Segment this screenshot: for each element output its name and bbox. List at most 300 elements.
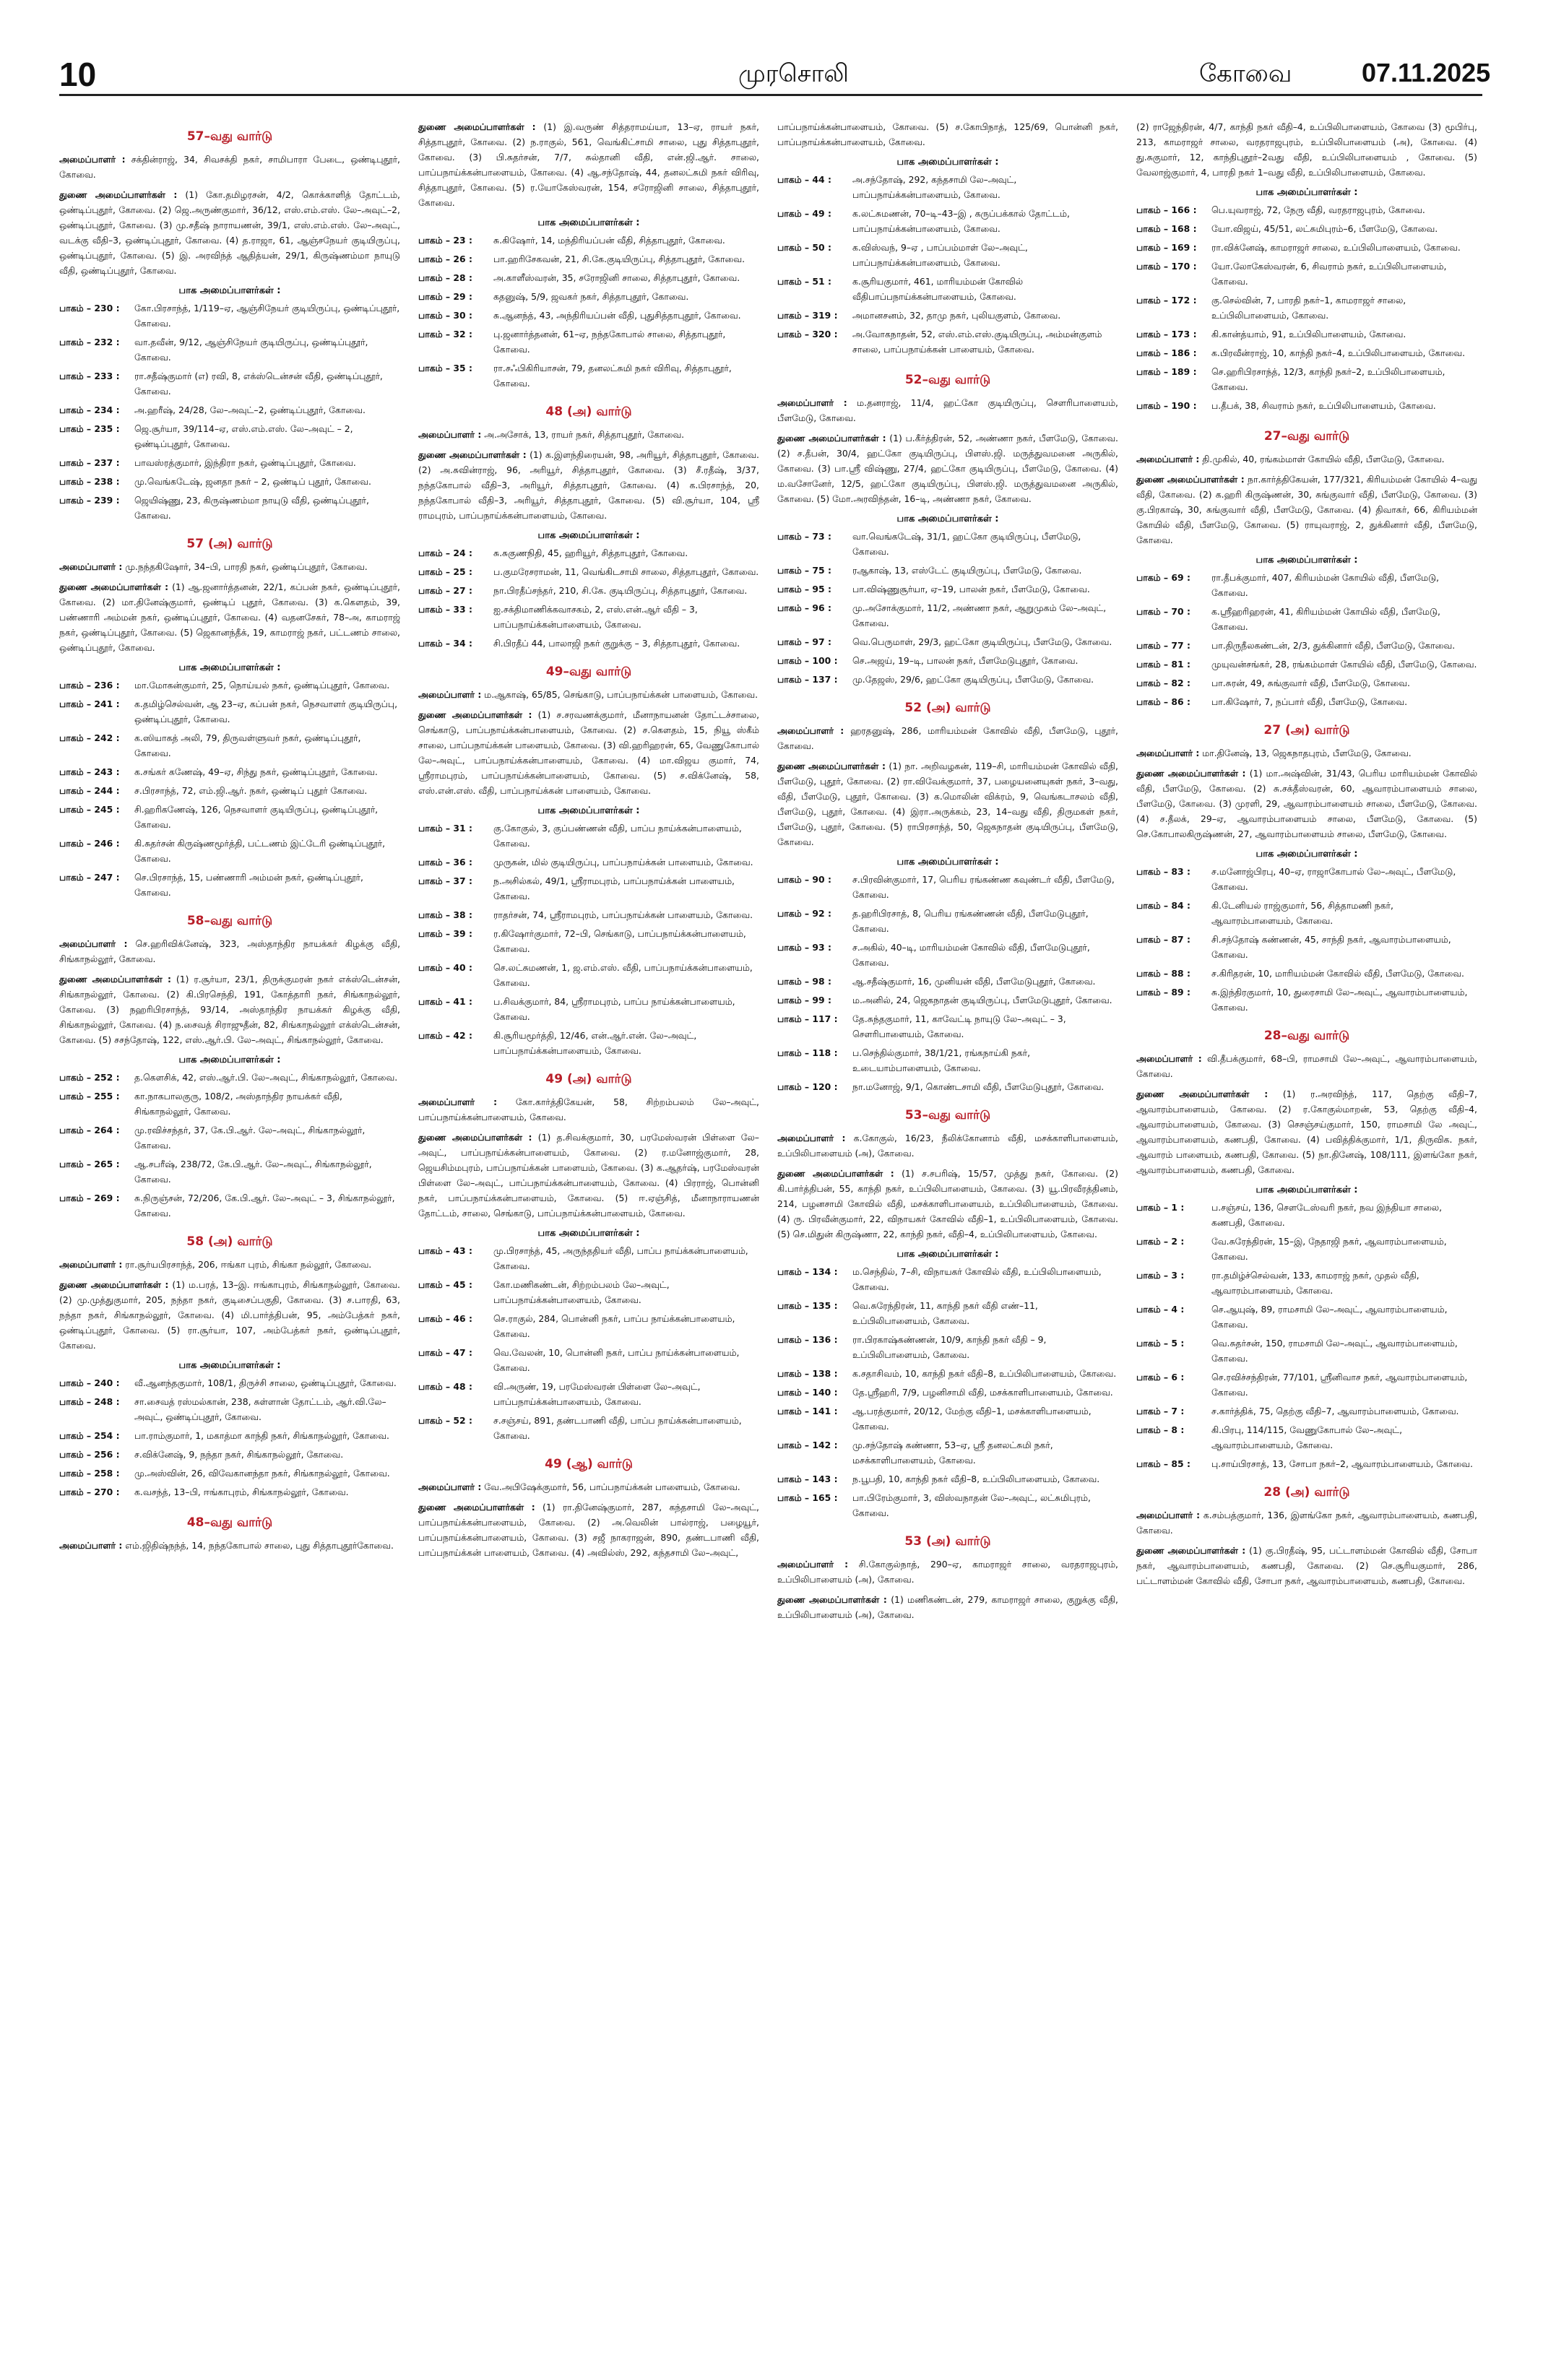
booth-organizer: வா.வெங்கடேஷ், 31/1, ஹட்கோ குடியிருப்பு, பீளமேடு, கோவை. [852, 531, 1081, 557]
organizer-paragraph [1136, 1051, 1477, 1081]
booth-row [418, 821, 759, 851]
organizer-paragraph [418, 1479, 759, 1494]
booth-number: பாகம் – 100 : [777, 655, 838, 666]
booth-organizer: க.சதாசிவம், 10, காந்தி நகர் வீதி–8, உப்பிலிபாளையம், கோவை. [852, 1368, 1117, 1379]
booth-organizer: ச.கார்த்திக், 75, தெற்கு வீதி–7, ஆவாரம்பாளையம், கோவை. [1211, 1406, 1459, 1416]
booth-number: பாகம் – 52 : [418, 1415, 472, 1426]
booth-number: பாகம் – 27 : [418, 585, 472, 596]
booth-organizer: மு.ரவிச்சந்தர், 37, கே.பி.ஆர். லே–அவுட், சிங்காநல்லூர், கோவை. [134, 1125, 366, 1151]
member-details: செ.ஹரிவிக்னேஷ், 323, அஸ்தாந்திர நாயக்கர் கிழக்கு வீதி, சிங்காநல்லூர், கோவை. [59, 938, 400, 964]
booth-row [59, 764, 400, 779]
booth-organizer: ஐ.சக்திமாணிக்கவாசகம், 2, எஸ்.என்.ஆர் வீதி – 3, பாப்பநாய்க்கன்பாளையம், கோவை. [493, 604, 698, 630]
ward-heading: 48 (அ) வார்டு [545, 404, 632, 419]
member-details: ம.தனராஜ், 11/4, ஹட்கோ குடியிருப்பு, சௌரிபாளையம், பீளமேடு, கோவை. [777, 397, 1118, 423]
booth-number: பாகம் – 190 : [1136, 400, 1197, 411]
booth-number: பாகம் – 89 : [1136, 987, 1190, 998]
booth-organizer: ம.செந்தில், 7–சி, விநாயகர் கோவில் வீதி, உப்பிலிபாளையம், கோவை. [852, 1266, 1102, 1292]
booth-organizer: அ.காளீஸ்வரன், 35, சரோஜினி சாலை, சித்தாபுதூர், கோவை. [493, 272, 740, 283]
booth-organizer: க.ஸியாகத் அலி, 79, திருவள்ளுவர் நகர், ஒண்டிப்புதூர், கோவை. [134, 732, 361, 758]
booth-row [1136, 1403, 1477, 1419]
booth-number: பாகம் – 244 : [59, 785, 120, 796]
booth-row [418, 1311, 759, 1341]
booth-organizer: பெ.யுவராஜ், 72, நேரு வீதி, வரதராஜபுரம், கோவை. [1211, 204, 1425, 215]
booth-row [1136, 932, 1477, 962]
booth-organizers-heading: பாக அமைப்பாளர்கள் : [1255, 1185, 1358, 1195]
booth-row [1136, 985, 1477, 1015]
booth-organizer: வீ.ஆனந்தகுமார், 108/1, திருச்சி சாலை, ஒண்டிப்புதூர், கோவை. [134, 1377, 397, 1388]
booth-number: பாகம் – 234 : [59, 404, 120, 415]
booth-row [777, 1490, 1118, 1520]
organizer-paragraph [418, 1094, 759, 1125]
booth-organizers-heading: பாக அமைப்பாளர்கள் : [178, 1055, 281, 1065]
booth-organizer: மு.அஸ்வின், 26, விவேகானந்தா நகர், சிங்காநல்லூர், கோவை. [134, 1468, 390, 1479]
booth-list [59, 300, 400, 523]
ward-heading: 49–வது வார்டு [545, 665, 632, 679]
booth-number: பாகம் – 6 : [1136, 1372, 1185, 1382]
booth-row [777, 1366, 1118, 1381]
booth-organizer: ந.அசில்கல், 49/1, ஸ்ரீராமபுரம், பாப்பநாய்க்கன் பாளையம், கோவை. [493, 875, 735, 901]
booth-organizer: பு.ஜனார்த்தனன், 61–ஏ, நந்தகோபால் சாலை, சித்தாபுதூர், கோவை. [493, 329, 726, 355]
booth-row [777, 906, 1118, 936]
column-1 [59, 119, 400, 2358]
booth-number: பாகம் – 256 : [59, 1449, 120, 1460]
organizer-paragraph [59, 559, 400, 574]
booth-organizer: கோ.பிரசாந்த், 1/119–ஏ, ஆஞ்சிநேயர் குடியிருப்பு, ஒண்டிப்புதூர், கோவை. [134, 303, 400, 329]
member-details: (1) க.இளந்திரையன், 98, அரியூர், சித்தாபுதூர், கோவை. (2) அ.சுவின்ராஜ், 96, அரியூர், சித்தாபுதூர், கோவை. (3) சீ.ரதீஷ், 3/37, நந்தகோபால் வீதி–3, அரியூர், சித்தாபுதூர், கோவை. (4) க.பிரசாந்த், 20, நந்தகோபால் வீதி–3, அரியூர், சித்தாபுதூர், கோவை. (5) வி.சூர்யா, 104, ஸ்ரீ ராமபுரம், பாப்பநாய்க்கன்பாளையம், கோவை. [418, 449, 759, 521]
booth-organizer: பு.சாய்பிரசாத், 13, சோபா நகர்–2, ஆவாரம்பாளையம், கோவை. [1211, 1458, 1473, 1469]
role-label: துணை அமைப்பாளர்கள் : [777, 433, 886, 443]
member-details: (1) கோ.தமிழரசன், 4/2, கொக்காளித் தோட்டம், ஒண்டிப்புதூர், கோவை. (2) ஜெ.அருண்குமார், 36/12, எஸ்.எம்.எஸ். லே–அவுட்–2, ஒண்டிப்புதூர், கோவை. (3) மு.சதீஷ் நாராயணன், 39/1, எஸ்.எம்.எஸ். லே–அவுட், வடக்கு வீதி–3, ஒண்டிப்புதூர், கோவை. (4) த.ராஜா, 61, ஆஞ்சநேயர் குடியிருப்பு, ஒண்டிப்புதூர், கோவை. (5) இ. அரவிந்த் ஆதித்யன், 29/1, கிருஷ்ணம்மா நாயுடு வீதி, ஒண்டிப்புதூர், கோவை. [59, 189, 400, 276]
booth-organizer: ப.சஞ்சய், 136, செளடேஸ்வரி நகர், நவ இந்தியா சாலை, கணபதி, கோவை. [1211, 1202, 1443, 1228]
booth-row [777, 974, 1118, 989]
booth-number: பாகம் – 8 : [1136, 1424, 1185, 1435]
booth-number: பாகம் – 235 : [59, 423, 120, 434]
booth-organizers-heading: பாக அமைப்பாளர்கள் : [178, 1360, 281, 1371]
booth-number: பாகம் – 232 : [59, 337, 120, 347]
booth-organizer: பா.கிஷோர், 7, நப்பார் வீதி, பீளமேடு, கோவை. [1211, 696, 1408, 707]
booth-row [59, 1122, 400, 1153]
booth-list [1136, 570, 1477, 709]
organizer-paragraph [418, 687, 759, 702]
booth-number: பாகம் – 248 : [59, 1396, 120, 1407]
booth-number: பாகம் – 118 : [777, 1047, 838, 1058]
booth-row [1136, 657, 1477, 672]
booth-organizer: த.கௌசிக், 42, எஸ்.ஆர்.பி. லே–அவுட், சிங்காநல்லூர், கோவை. [134, 1072, 398, 1083]
booth-organizer: ரா.தீபக்குமார், 407, கிரியம்மன் கோயில் வீதி, பீளமேடு, கோவை. [1211, 572, 1440, 598]
booth-row [418, 308, 759, 323]
booth-organizer: சா.சைவத் ரஸ்மல்கான், 238, சுள்ளான் தோட்டம், ஆர்.வி.லே– அவுட், ஒண்டிப்புதூர், கோவை. [134, 1396, 386, 1422]
booth-number: பாகம் – 84 : [1136, 900, 1190, 911]
booth-row [59, 421, 400, 451]
booth-organizer: செ.ஆயுஷ், 89, ராமசாமி லே–அவுட், ஆவாரம்பாளையம், கோவை. [1211, 1304, 1448, 1330]
booth-number: பாகம் – 42 : [418, 1030, 472, 1041]
organizer-paragraph [1136, 119, 1477, 180]
ward-heading: 57 (அ) வார்டு [186, 537, 273, 551]
booth-organizer: சி.ஹரிகணேஷ், 126, நெசவாளர் குடியிருப்பு, ஒண்டிப்புதூர், கோவை. [134, 804, 379, 830]
role-label: துணை அமைப்பாளர்கள் : [59, 1279, 169, 1290]
role-label: அமைப்பாளர் : [418, 429, 482, 440]
booth-row [59, 1089, 400, 1119]
ward-heading: 48–வது வார்டு [186, 1515, 273, 1530]
booth-number: பாகம் – 88 : [1136, 968, 1190, 979]
booth-organizer: சி.பிரதீப் 44, பாலாஜி நகர் குறுக்கு – 3, சித்தாபுதூர், கோவை. [493, 638, 740, 649]
booth-number: பாகம் – 73 : [777, 531, 831, 542]
booth-row [418, 545, 759, 561]
booth-number: பாகம் – 98 : [777, 976, 831, 987]
organizer-paragraph [59, 936, 400, 966]
member-details: சக்தின்ராஜ், 34, சிவசக்தி நகர், சாமிபாரா பேடை, ஒண்டிபுதூர், கோவை. [59, 154, 400, 180]
role-label: அமைப்பாளர் : [1136, 454, 1200, 464]
booth-organizer: கி.சூரியமூர்த்தி, 12/46, என்.ஆர்.என். லே–அவுட், பாப்பநாய்க்கன்பாளையம், கோவை. [493, 1030, 697, 1056]
booth-row [418, 854, 759, 870]
booth-organizer: ரா.விக்னேஷ், காமராஜர் சாலை, உப்பிலிபாளையம், கோவை. [1211, 242, 1461, 253]
ward-heading: 52–வது வார்டு [904, 373, 991, 387]
booth-number: பாகம் – 37 : [418, 875, 472, 886]
organizer-paragraph [1136, 472, 1477, 548]
booth-organizer: செ.ஹரிபிரசாந்த், 12/3, காந்தி நகர்–2, உப்பிலிபாளையம், கோவை. [1211, 366, 1445, 392]
booth-organizer: பா.பிரேம்குமார், 3, விஸ்வநாதன் லே–அவுட், லட்சுமிபுரம், கோவை. [852, 1492, 1091, 1518]
booth-number: பாகம் – 242 : [59, 732, 120, 743]
booth-organizer: தே.சுந்தகுமார், 11, காவேட்டி நாயுடு லே–அவுட் – 3, சௌரிபாளையம், கோவை. [852, 1013, 1066, 1039]
booth-number: பாகம் – 247 : [59, 872, 120, 883]
member-details: சி.கோகுல்நாத், 290–ஏ, காமராஜர் சாலை, வரதராஜபுரம், உப்பிலிபாளையம் (அ), கோவை. [777, 1559, 1118, 1585]
booth-organizer: யோ.லோகேஸ்வரன், 6, சிவராம் நகர், உப்பிலிபாளையம், கோவை. [1211, 261, 1447, 287]
booth-row [777, 529, 1118, 559]
booth-organizer: முருகன், மில் குடியிருப்பு, பாப்பநாய்க்கன் பாளையம், கோவை. [493, 857, 753, 867]
booth-organizer: சு.நிருஞ்சன், 72/206, கே.பி.ஆர். லே–அவுட் – 3, சிங்காநல்லூர், கோவை. [134, 1193, 395, 1219]
booth-organizers-heading: பாக அமைப்பாளர்கள் : [178, 285, 281, 296]
booth-row [418, 583, 759, 598]
booth-row [777, 240, 1118, 270]
booth-organizer: பாவஸ்ரத்குமார், இந்திரா நகர், ஒண்டிப்புதூர், கோவை. [134, 457, 356, 468]
ward-heading: 28 (அ) வார்டு [1263, 1485, 1350, 1500]
booth-number: பாகம் – 95 : [777, 584, 831, 594]
booth-row [418, 289, 759, 304]
masthead [0, 0, 1543, 108]
booth-row [59, 1428, 400, 1443]
member-details: அ.அசோக், 13, ராயர் நகர், சித்தாபுதூர், கோவை. [481, 429, 685, 440]
organizer-paragraph [59, 579, 400, 655]
booth-number: பாகம் – 270 : [59, 1487, 120, 1497]
member-details: ரா.சூர்யபிரசாந்த், 206, ஈங்கா புரம், சிங்கா நல்லூர், கோவை. [122, 1259, 372, 1270]
booth-row [418, 326, 759, 357]
role-label: துணை அமைப்பாளர்கள் : [777, 1594, 887, 1605]
booth-organizer: வெ.சுரேந்திரன், 11, காந்தி நகர் வீதி எண்–11, உப்பிலிபாளையம், கோவை. [852, 1300, 1038, 1326]
booth-list [59, 1070, 400, 1221]
booth-row [1136, 326, 1477, 342]
booth-row [418, 1277, 759, 1307]
booth-organizer: க.தமிழ்செல்வன், ஆ 23–ஏ, கப்பன் நகர், நெசவாளர் குடியிருப்பு, ஒண்டிப்புதூர், கோவை. [134, 698, 398, 724]
edition-name: கோவை [1199, 59, 1292, 88]
booth-row [59, 783, 400, 798]
booth-number: பாகம் – 269 : [59, 1193, 120, 1203]
booth-number: பாகம் – 173 : [1136, 329, 1197, 339]
role-label: அமைப்பாளர் : [59, 1259, 123, 1270]
booth-list [418, 1243, 759, 1443]
booth-row [777, 1385, 1118, 1400]
ward-heading: 58–வது வார்டு [186, 914, 273, 928]
booth-number: பாகம் – 7 : [1136, 1406, 1185, 1416]
booth-organizer: செ.ராகுல், 284, பொன்னி நகர், பாப்ப நாய்க்கன்பாளையம், கோவை. [493, 1313, 735, 1339]
booth-number: பாகம் – 45 : [418, 1279, 472, 1290]
booth-row [1136, 1336, 1477, 1366]
booth-row [777, 1403, 1118, 1434]
booth-number: பாகம் – 47 : [418, 1347, 472, 1358]
booth-row [1136, 345, 1477, 360]
booth-organizer: மு.அசோக்குமார், 11/2, அண்ணா நகர், ஆறுமுகம் லே–அவுட், கோவை. [852, 602, 1107, 628]
booth-number: பாகம் – 4 : [1136, 1304, 1185, 1315]
booth-row [777, 653, 1118, 668]
role-label: துணை அமைப்பாளர்கள் : [1136, 768, 1246, 779]
role-label: அமைப்பாளர் : [418, 1096, 498, 1107]
booth-organizer: க.வசந்த், 13–பி, ஈங்காபுரம், சிங்காநல்லூர், கோவை. [134, 1487, 349, 1497]
booth-list [59, 1375, 400, 1500]
booth-organizer: மு.பிரசாந்த், 45, அருந்ததியர் வீதி, பாப்ப நாய்க்கன்பாளையம், கோவை. [493, 1245, 748, 1271]
booth-row [777, 308, 1118, 323]
member-details: வே.அபிஷேக்குமார், 56, பாப்பநாய்க்கன் பாளையம், கோவை. [481, 1481, 740, 1492]
booth-number: பாகம் – 186 : [1136, 347, 1197, 358]
booth-row [777, 634, 1118, 649]
booth-row [418, 1243, 759, 1273]
ward-heading: 27 (அ) வார்டு [1263, 723, 1350, 737]
booth-row [59, 1394, 400, 1424]
booth-organizers-heading: பாக அமைப்பாளர்கள் : [896, 157, 999, 168]
booth-organizer: ச.மனோஜ்பிரபு, 40–ஏ, ராஜாகோபால் லே–அவுட், பீளமேடு, கோவை. [1211, 866, 1456, 892]
role-label: அமைப்பாளர் : [1136, 1053, 1202, 1064]
booth-organizer: ஆ.சபரீஷ், 238/72, கே.பி.ஆர். லே–அவுட், சிங்காநல்லூர், கோவை. [134, 1159, 372, 1185]
booth-row [418, 270, 759, 285]
booth-row [777, 1045, 1118, 1076]
booth-number: பாகம் – 33 : [418, 604, 472, 615]
booth-row [777, 1298, 1118, 1328]
booth-organizer: அ.வோகநாதன், 52, எஸ்.எம்.எஸ்.குடியிருப்பு, அம்மன்குளம் சாலை, பாப்பநாய்க்கன் பாளையம், கோவை. [852, 329, 1102, 355]
organizer-paragraph [1136, 1543, 1477, 1588]
publication-date: 07.11.2025 [1362, 58, 1491, 87]
booth-organizer: ரா.பிரகாஷ்கண்ணன், 10/9, காந்தி நகர் வீதி – 9, உப்பிலிபாளையம், கோவை. [852, 1334, 1047, 1360]
organizer-paragraph [777, 430, 1118, 506]
booth-organizer: ம.அனில், 24, ஜெகநாதன் குடியிருப்பு, பீளமேடுபுதூர், கோவை. [852, 995, 1112, 1005]
booth-row [418, 873, 759, 904]
role-label: துணை அமைப்பாளர்கள் : [777, 761, 886, 771]
booth-organizer: செ.லட்சுமணன், 1, ஜ.எம்.எஸ். வீதி, பாப்பநாய்க்கன்பாளையம், கோவை. [493, 962, 753, 988]
organizer-paragraph [59, 1257, 400, 1272]
booth-row [59, 1447, 400, 1462]
booth-organizer: அ.ஹரீஷ், 24/28, லே–அவுட்–2, ஒண்டிப்புதூர், கோவை. [134, 404, 366, 415]
booth-organizer: சு.சுகுணநிதி, 45, ஹரியூர், சித்தாபுதூர், கோவை. [493, 548, 688, 558]
booth-number: பாகம் – 142 : [777, 1440, 838, 1450]
organizer-paragraph [777, 395, 1118, 425]
booth-row [1136, 966, 1477, 981]
role-label: துணை அமைப்பாளர்கள் : [777, 1168, 894, 1179]
organizer-paragraph [59, 972, 400, 1047]
booth-row [418, 251, 759, 267]
booth-number: பாகம் – 31 : [418, 823, 472, 834]
booth-row [777, 1264, 1118, 1294]
booth-organizers-heading: பாக அமைப்பாளர்கள் : [537, 217, 640, 228]
booth-number: பாகம் – 230 : [59, 303, 120, 313]
booth-row [777, 326, 1118, 357]
booth-organizer: ரா.தமிழ்ச்செல்வன், 133, காமராஜ் நகர், முதல் வீதி, ஆவாரம்பாளையம், கோவை. [1211, 1270, 1419, 1296]
booth-organizer: பா.திருநீலகண்டன், 2/3, துக்கினார் வீதி, பீளமேடு, கோவை. [1211, 640, 1456, 651]
booth-number: பாகம் – 99 : [777, 995, 831, 1005]
booth-organizer: நா.பிரதீப்சந்தர், 210, சி.கே. குடியிருப்பு, சித்தாபுதூர், கோவை. [493, 585, 748, 596]
member-details: (1) இ.வருண் சித்தராமய்யா, 13–ஏ, ராயர் நகர், சித்தாபுதூர், கோவை. (2) ந.ராகுல், 561, வெங்கிட்சாமி சாலை, புது சித்தாபுதூர், கோவை. (3) பி.சுதர்சன், 7/7, சுல்தானி வீதி, என்.ஜி.ஆர். சாலை, பாப்பநாய்க்கன்பாளையம், கோவை. (4) ஆ.சந்தோஷ், 44, தனலட்சுமி நகர் விரிவு, சித்தாபுதூர், கோவை. (5) ர.யோகேஸ்வரன், 154, சரோஜினி சாலை, சித்தாபுதூர், கோவை. [418, 121, 759, 208]
booth-organizer: கோ.மணிகண்டன், சிற்றம்பலம் லே–அவுட், பாப்பநாய்க்கன்பாளையம், கோவை. [493, 1279, 670, 1305]
booth-organizer: பா.ஹரிசேகவன், 21, சி.கே.குடியிருப்பு, சித்தாபுதூர், கோவை. [493, 254, 745, 264]
booth-organizer: க.பிரவீன்ராஜ், 10, காந்தி நகர்–4, உப்பிலிபாளையம், கோவை. [1211, 347, 1466, 358]
booth-row [59, 1070, 400, 1085]
booth-organizer: அ.சந்தோஷ், 292, கந்தசாமி லே–அவுட், பாப்பநாய்க்கன்பாளையம், கோவை. [852, 174, 1017, 200]
booth-organizers-heading: பாக அமைப்பாளர்கள் : [896, 514, 999, 524]
organizer-paragraph [777, 119, 1118, 150]
booth-organizer: க.லட்சுமணன், 70–டி–43–இ , கருப்பக்கால் தோட்டம், பாப்பநாய்க்கன்பாளையம், கோவை. [852, 208, 1070, 234]
booth-row [418, 360, 759, 391]
booth-number: பாகம் – 238 : [59, 476, 120, 487]
booth-organizer: செ.ரவிச்சந்திரன், 77/101, ஸ்ரீனிவாச நகர், ஆவாரம்பாளையம், கோவை. [1211, 1372, 1468, 1398]
booth-organizer: ப.சிவக்குமார், 84, ஸ்ரீராமபுரம், பாப்ப நாய்க்கன்பாளையம், கோவை. [493, 996, 735, 1022]
role-label: அமைப்பாளர் : [1136, 1510, 1201, 1520]
booth-organizer: யோ.விஜய், 45/51, லட்சுமிபுரம்–6, பீளமேடு, கோவை. [1211, 223, 1438, 234]
booth-row [777, 1011, 1118, 1042]
booth-organizers-heading: பாக அமைப்பாளர்கள் : [896, 1249, 999, 1260]
booth-row [59, 1156, 400, 1187]
booth-number: பாகம் – 44 : [777, 174, 831, 185]
booth-number: பாகம் – 165 : [777, 1492, 838, 1503]
booth-row [1136, 694, 1477, 709]
organizer-paragraph [418, 1130, 759, 1221]
booth-list [777, 529, 1118, 687]
booth-row [418, 564, 759, 579]
member-details: தி.முகில், 40, ரங்கம்மாள் கோயில் வீதி, பீளமேடு, கோவை. [1199, 454, 1445, 464]
booth-number: பாகம் – 140 : [777, 1387, 838, 1398]
booth-number: பாகம் – 120 : [777, 1081, 838, 1092]
organizer-paragraph [1136, 745, 1477, 761]
booth-list [418, 821, 759, 1058]
role-label: அமைப்பாளர் : [59, 938, 128, 949]
booth-number: பாகம் – 75 : [777, 565, 831, 576]
booth-organizer: மு.சந்தோஷ் கண்ணா, 53–ஏ, ஸ்ரீ தனலட்சுமி நகர், மசக்காளிபாளையம், கோவை. [852, 1440, 1053, 1466]
member-details: நா.கார்த்திகேயன், 177/321, கிரியம்மன் கோயில் 4–வது வீதி, கோவை. (2) க.ஹரி கிருஷ்ணன், 30, சுங்குவார் வீதி, பீளமேடு, கோவை. (3) கு.பிரகாஷ், 30, சுங்குவார் வீதி, பீளமேடு, கோவை. (4) திவாகர், 66, கிரியம்மன் கோயில் வீதி, பீளமேடு, கோவை. (5) ராயுவராஜ், 2, துக்கினார் வீதி, பீளமேடு, கோவை. [1136, 474, 1477, 545]
role-label: துணை அமைப்பாளர்கள் : [1136, 1089, 1268, 1099]
organizer-paragraph [418, 427, 759, 442]
booth-row [59, 455, 400, 470]
booth-list [777, 1264, 1118, 1520]
organizer-paragraph [1136, 766, 1477, 841]
booth-number: பாகம் – 35 : [418, 363, 472, 373]
booth-number: பாகம் – 319 : [777, 310, 838, 321]
booth-organizer: ச.விக்னேஷ், 9, நந்தா நகர், சிங்காநல்லூர், கோவை. [134, 1449, 344, 1460]
booth-row [59, 730, 400, 761]
member-details: (1) ப.கீர்த்திரன், 52, அண்ணா நகர், பீளமேடு, கோவை. (2) ச.தீபன், 30/4, ஹட்கோ குடியிருப்பு, பிளஸ்.ஜி. மருத்துவமனை அருகில், கோவை. (3) பா.ஸ்ரீ விஷ்ணு, 27/4, ஹட்கோ குடியிருப்பு, பீளமேடு, கோவை. (4) ம.வசோனேர், 12/5, ஹட்கோ குடியிருப்பு, பிளஸ்.ஜி. மருத்துவமனை அருகில், கோவை. (5) மோ.அரவிந்தன், 16–டி, அண்ணா நகர், கோவை. [777, 433, 1118, 504]
booth-organizer: ச.அகில், 40–டி, மாரியம்மன் கோவில் வீதி, பீளமேடுபுதூர், கோவை. [852, 942, 1090, 968]
booth-number: பாகம் – 264 : [59, 1125, 120, 1135]
booth-organizers-heading: பாக அமைப்பாளர்கள் : [537, 1228, 640, 1239]
organizer-paragraph [777, 758, 1118, 849]
organizer-paragraph [59, 1277, 400, 1353]
booth-row [1136, 1268, 1477, 1298]
booth-number: பாகம் – 136 : [777, 1334, 838, 1345]
booth-number: பாகம் – 241 : [59, 698, 120, 709]
role-label: அமைப்பாளர் : [59, 561, 123, 572]
booth-number: பாகம் – 81 : [1136, 659, 1190, 670]
booth-organizer: ஜெயிஷ்ணு, 23, கிருஷ்ணம்மா நாயுடு வீதி, ஒண்டிப்புதூர், கோவை. [134, 495, 369, 521]
booth-list [1136, 1200, 1477, 1471]
booth-number: பாகம் – 51 : [777, 276, 831, 287]
booth-organizer: ரா.சதீஷ்குமார் (எ) ரவி, 8, எக்ஸ்டென்சன் வீதி, ஒண்டிப்புதூர், கோவை. [134, 371, 383, 397]
booth-list [777, 172, 1118, 357]
booth-row [418, 602, 759, 632]
booth-organizer: ர.கிஷோர்குமார், 72–பி, செங்காடு, பாப்பநாய்க்கன்பாளையம், கோவை. [493, 928, 746, 954]
booth-number: பாகம் – 24 : [418, 548, 472, 558]
booth-organizer: ச.சஞ்சய், 891, தண்டபாணி வீதி, பாப்ப நாய்க்கன்பாளையம், கோவை. [493, 1415, 742, 1441]
booth-row [1136, 240, 1477, 255]
role-label: துணை அமைப்பாளர்கள் : [418, 1502, 535, 1513]
member-details: க.கோகுல், 16/23, நீலிக்கோனாம் வீதி, மசக்காளிபாளையம், உப்பிலிபாளையம் (அ), கோவை. [777, 1133, 1118, 1159]
booth-organizer: சு.ஆனந்த், 43, அந்திரியப்பன் வீதி, புதுசித்தாபுதூர், கோவை. [493, 310, 741, 321]
organizer-paragraph [777, 1557, 1118, 1587]
member-details: (2) ராஜேந்திரன், 4/7, காந்தி நகர் வீதி–4, உப்பிலிபாளையம், கோவை (3) மூபிர்பு, 213, காமராஜர் சாலை, வரதராஜபுரம், உப்பிலிபாளையம் (அ), கோவை. (4) து.சுகுமார், 12, காந்திபுதூர்–2வது வீதி, உப்பிலிபாளையம் , கோவை. (5) வேலாஜ்குமார், 4, பாரதி நகர் 1–வது வீதி, உப்பிலிபாளையம், கோவை. [1136, 121, 1477, 178]
booth-row [418, 1413, 759, 1443]
member-details: (1) த.சிவக்குமார், 30, பரமேஸ்வரன் பிள்ளை லே–அவுட், பாப்பநாய்க்கன்பாளையம், கோவை. (2) ர.மனோஜ்குமார், 28, ஜெயசிம்மபுரம், பாப்பநாய்க்கன் பாளையம், கோவை. (3) க.ஆதர்ஷ், பரமேஸ்வரன் பிள்ளை லே–அவுட், பாப்பநாய்க்கன்பாளையம், கோவை. (4) பிரராஜ், பொன்னி நகர், பாப்பநாய்க்கன்பாளையம், கோவை. (5) ஈ.ஏஞ்சித், மீனாநாராயணன் தோட்டம், சாலை, செங்காடு, பாப்பநாய்க்கன்பாளையம், கோவை. [418, 1132, 759, 1219]
booth-organizer: தே.ஸ்ரீஹரி, 7/9, பழனிசாமி வீதி, மசக்காளிபாளையம், கோவை. [852, 1387, 1113, 1398]
booth-number: பாகம் – 189 : [1136, 366, 1197, 377]
booth-list [59, 678, 400, 900]
booth-number: பாகம் – 117 : [777, 1013, 838, 1024]
booth-number: பாகம் – 34 : [418, 638, 472, 649]
booth-row [59, 1484, 400, 1500]
booth-row [59, 836, 400, 866]
booth-organizers-heading: பாக அமைப்பாளர்கள் : [1255, 187, 1358, 198]
booth-row [418, 907, 759, 922]
booth-row [59, 802, 400, 832]
organizer-paragraph [418, 447, 759, 523]
organizer-paragraph [777, 1166, 1118, 1242]
booth-list [777, 872, 1118, 1094]
booth-row [1136, 570, 1477, 600]
booth-organizer: பா.சுரன், 49, சுங்குவார் வீதி, பீளமேடு, கோவை. [1211, 678, 1410, 688]
booth-number: பாகம் – 28 : [418, 272, 472, 283]
booth-organizer: ரா.சஃபிகிரியாசன், 79, தனலட்சுமி நகர் விரிவு, சித்தாபுதூர், கோவை. [493, 363, 732, 389]
booth-number: பாகம் – 23 : [418, 235, 472, 246]
booth-number: பாகம் – 32 : [418, 329, 472, 339]
ward-heading: 27–வது வார்டு [1263, 429, 1350, 443]
booth-row [59, 1466, 400, 1481]
role-label: அமைப்பாளர் : [777, 725, 844, 736]
booth-number: பாகம் – 3 : [1136, 1270, 1185, 1281]
booth-organizer: செ.பிரசாந்த், 15, பண்ணாரி அம்மன் நகர், ஒண்டிப்புதூர், கோவை. [134, 872, 363, 898]
booth-organizer: மு.வெங்கடேஷ், ஜனதா நகர் – 2, ஒண்டிப் புதூர், கோவை. [134, 476, 371, 487]
organizer-paragraph [1136, 1507, 1477, 1538]
ward-heading: 52 (அ) வார்டு [904, 701, 991, 715]
booth-organizers-heading: பாக அமைப்பாளர்கள் : [537, 805, 640, 816]
booth-list [418, 233, 759, 391]
page-number: 10 [59, 56, 97, 93]
booth-row [59, 870, 400, 900]
booth-number: பாகம் – 265 : [59, 1159, 120, 1169]
booth-organizer: க.சூரியகுமார், 461, மாரியம்மன் கோவில் வீதிபாப்பநாய்க்கன்பாளையம், கோவை. [852, 276, 1023, 302]
booth-organizer: கா.நாகபாலகுரு, 108/2, அஸ்தாந்திர நாயக்கர் வீதி, சிங்காநல்லூர், கோவை. [134, 1091, 342, 1117]
booth-number: பாகம் – 30 : [418, 310, 472, 321]
member-details: எம்.ஜிதிஷ்நந்த், 14, நந்தகோபால் சாலை, புது சித்தாபுதூர்கோவை. [122, 1540, 394, 1551]
booth-number: பாகம் – 258 : [59, 1468, 120, 1479]
booth-row [1136, 1200, 1477, 1230]
organizer-paragraph [1136, 451, 1477, 467]
ward-heading: 57–வது வார்டு [186, 129, 273, 144]
booth-number: பாகம் – 49 : [777, 208, 831, 219]
booth-row [59, 1375, 400, 1390]
member-details: (1) ஆ.ஜனார்த்தனன், 22/1, கப்பன் நகர், ஒண்டிப்புதூர், கோவை. (2) மா.தினேஷ்குமார், ஒண்டிப் புதூர், கோவை. (3) க.கௌதம், 39, பண்ணாரி அம்மன் நகர், ஒண்டிப்புதூர், கோவை. (4) வதனசேகர், 78–அ, காமராஜ் நகர், ஒண்டிப்புதூர், கோவை. (5) ஜெகானந்தீக், 19, காமராஜ் நகர், பட்டணம் சாலை, ஒண்டிப்புதூர், கோவை. [59, 581, 400, 653]
ward-heading: 49 (அ) வார்டு [545, 1072, 632, 1086]
